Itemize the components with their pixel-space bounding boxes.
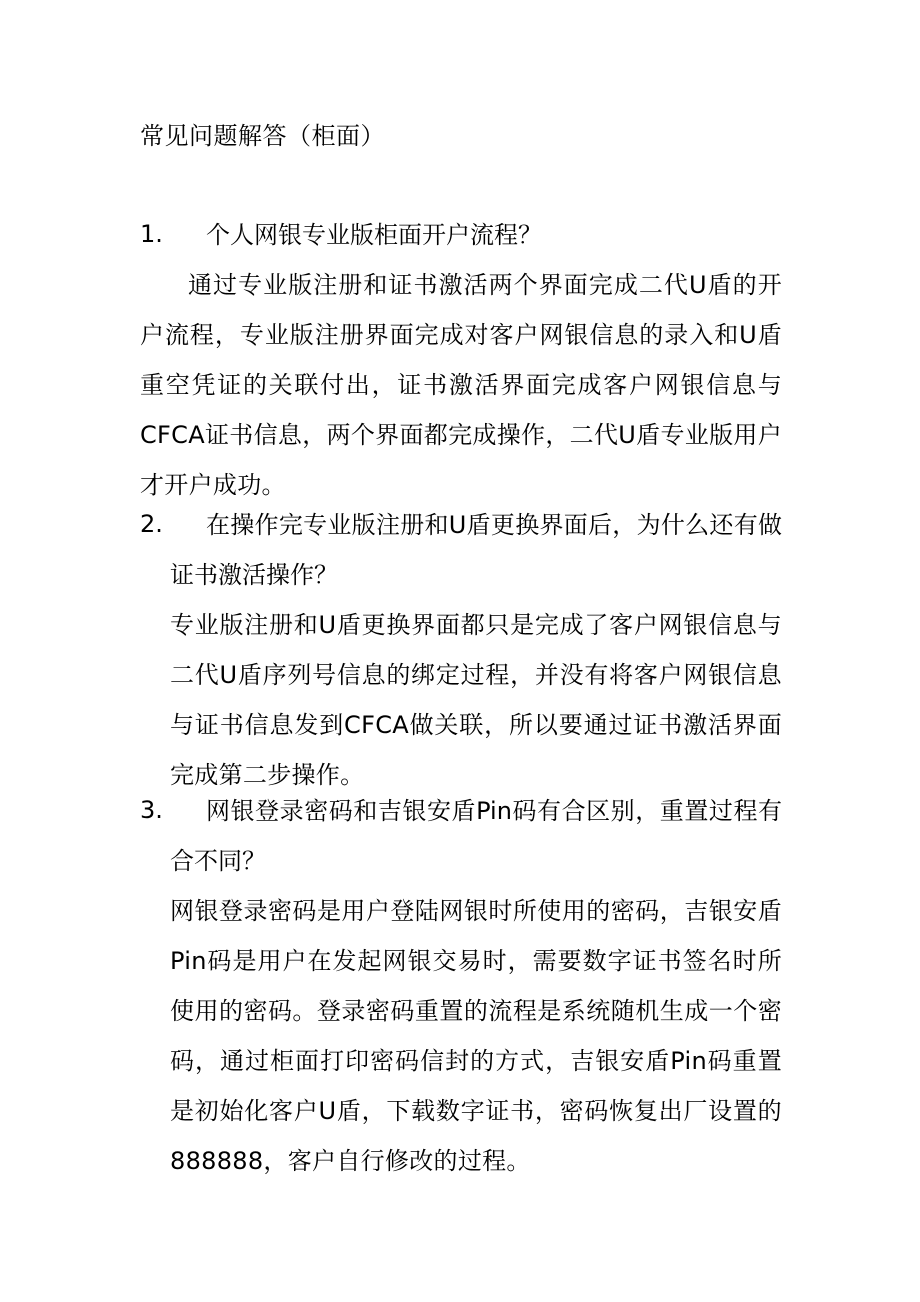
question-number: 1. xyxy=(140,220,163,248)
answer-text: 专业版注册和U盾更换界面都只是完成了客户网银信息与二代U盾序列号信息的绑定过程，并没有将客户网银信息与证书信息发到CFCA做关联，所以要通过证书激活界面完成第二步操作。 xyxy=(170,611,782,789)
qa-item xyxy=(140,210,782,510)
question-text: 在操作完专业版注册和U盾更换界面后，为什么还有做证书激活操作？ xyxy=(170,511,782,589)
answer-text: 网银登录密码是用户登陆网银时所使用的密码，吉银安盾Pin码是用户在发起网银交易时，需要数字证书签名时所使用的密码。登录密码重置的流程是系统随机生成一个密码，通过柜面打印密码信封的方式，吉银安盾Pin码重置是初始化客户U盾，下载数字证书，密码恢复出厂设置的888888，客户自行修改的过程。 xyxy=(170,897,782,1175)
question xyxy=(140,500,782,600)
question xyxy=(140,786,782,886)
question xyxy=(140,210,782,260)
question-text: 个人网银专业版柜面开户流程？ xyxy=(206,221,542,249)
question-number: 3. xyxy=(140,796,163,824)
question-text: 网银登录密码和吉银安盾Pin码有合区别，重置过程有合不同？ xyxy=(170,797,782,875)
question-number: 2. xyxy=(140,510,163,538)
document-title: 常见问题解答（柜面） xyxy=(140,122,385,150)
qa-item xyxy=(140,786,782,1186)
qa-item xyxy=(140,500,782,800)
answer-text: 通过专业版注册和证书激活两个界面完成二代U盾的开户流程，专业版注册界面完成对客户网银信息的录入和U盾重空凭证的关联付出，证书激活界面完成客户网银信息与CFCA证书信息，两个界面都完成操作，二代U盾专业版用户才开户成功。 xyxy=(140,271,782,499)
